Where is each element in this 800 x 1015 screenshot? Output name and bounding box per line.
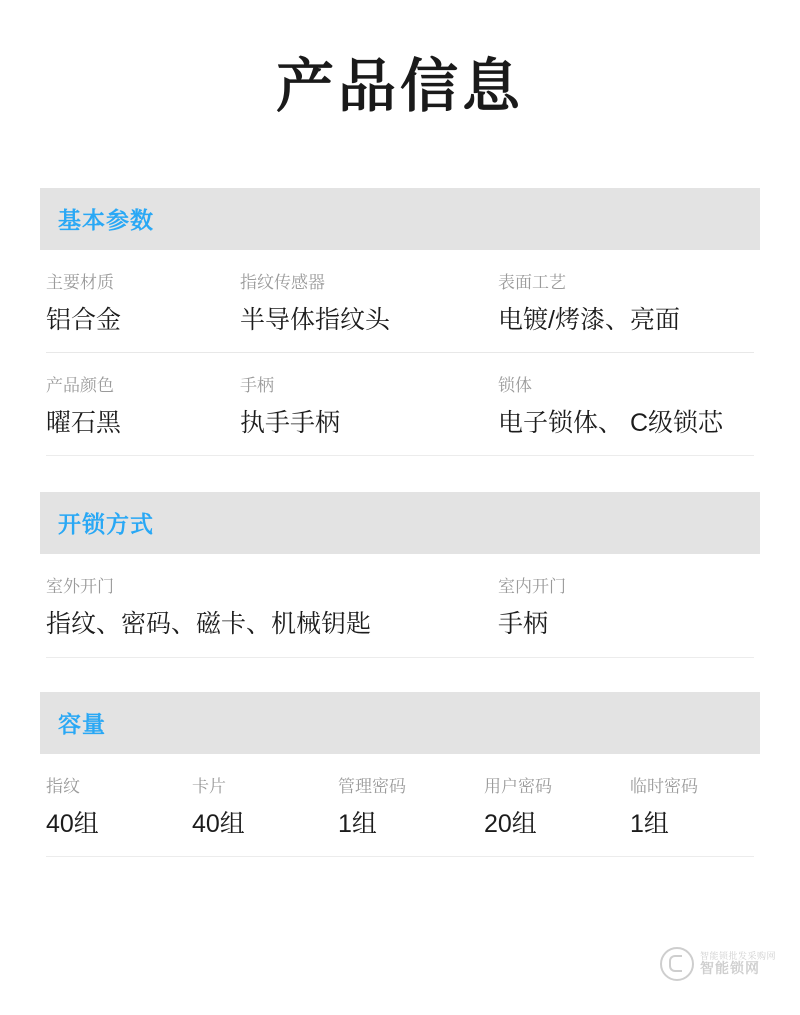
spec-value: 1组	[630, 809, 669, 838]
watermark	[660, 947, 776, 981]
footer-divider	[0, 1007, 800, 1015]
page-title: 产品信息	[275, 54, 524, 119]
section-body-unlock-methods	[40, 554, 760, 657]
section-header-basic-parameters: 基本参数	[40, 188, 760, 250]
section-spacer	[40, 456, 760, 492]
spec-label: 锁体	[498, 375, 532, 395]
spec-cell	[240, 375, 498, 439]
table-row	[46, 754, 754, 857]
spec-label: 临时密码	[630, 776, 698, 796]
table-row	[46, 353, 754, 456]
spec-value: 铝合金	[46, 305, 122, 334]
spec-value: 指纹、密码、磁卡、机械钥匙	[46, 610, 372, 639]
spec-value: 40组	[192, 809, 245, 838]
spec-cell	[498, 375, 733, 439]
section-unlock-methods	[40, 492, 760, 657]
spec-cell	[498, 576, 576, 640]
spec-cell	[338, 776, 484, 840]
watermark-text	[700, 951, 776, 977]
watermark-line-2: 智能锁网	[699, 960, 760, 977]
spec-label: 室内开门	[498, 577, 566, 597]
watermark-line-1: 智能锁批发采购网	[699, 951, 776, 962]
table-row	[46, 250, 754, 353]
section-body-capacity	[40, 754, 760, 857]
spec-value: 电镀/烤漆、亮面	[498, 305, 680, 334]
spec-cell	[484, 776, 630, 840]
section-header-capacity: 容量	[40, 692, 760, 754]
spec-label: 主要材质	[46, 272, 114, 292]
spec-cell	[498, 272, 690, 336]
spec-cell	[630, 776, 708, 840]
spec-label: 手柄	[240, 375, 274, 395]
spec-value: 1组	[338, 809, 377, 838]
spec-label: 指纹传感器	[240, 272, 325, 292]
table-row	[46, 554, 754, 657]
section-basic-parameters	[40, 188, 760, 457]
spec-label: 产品颜色	[46, 375, 114, 395]
spec-value: 曜石黑	[46, 409, 122, 438]
spec-label: 管理密码	[338, 776, 406, 796]
spec-cell	[46, 576, 498, 640]
spec-label: 卡片	[192, 776, 226, 796]
spec-label: 指纹	[46, 776, 80, 796]
spec-value: 执手手柄	[240, 409, 341, 438]
section-body-basic-parameters	[40, 250, 760, 457]
spec-cell	[192, 776, 338, 840]
content-area	[0, 188, 800, 857]
spec-label: 表面工艺	[498, 272, 566, 292]
section-header-unlock-methods: 开锁方式	[40, 492, 760, 554]
spec-value: 20组	[484, 809, 537, 838]
section-capacity	[40, 692, 760, 857]
spec-cell	[46, 272, 240, 336]
spec-cell	[46, 776, 192, 840]
spec-cell	[240, 272, 498, 336]
spec-value: 手柄	[498, 610, 549, 639]
spec-label: 室外开门	[46, 577, 114, 597]
spec-value: 电子锁体、 C级锁芯	[498, 409, 724, 438]
section-spacer	[40, 658, 760, 692]
spec-cell	[46, 375, 240, 439]
spec-value: 40组	[46, 809, 99, 838]
spec-value: 半导体指纹头	[240, 305, 391, 334]
spec-label: 用户密码	[484, 776, 552, 796]
fingerprint-logo-icon	[660, 947, 694, 981]
